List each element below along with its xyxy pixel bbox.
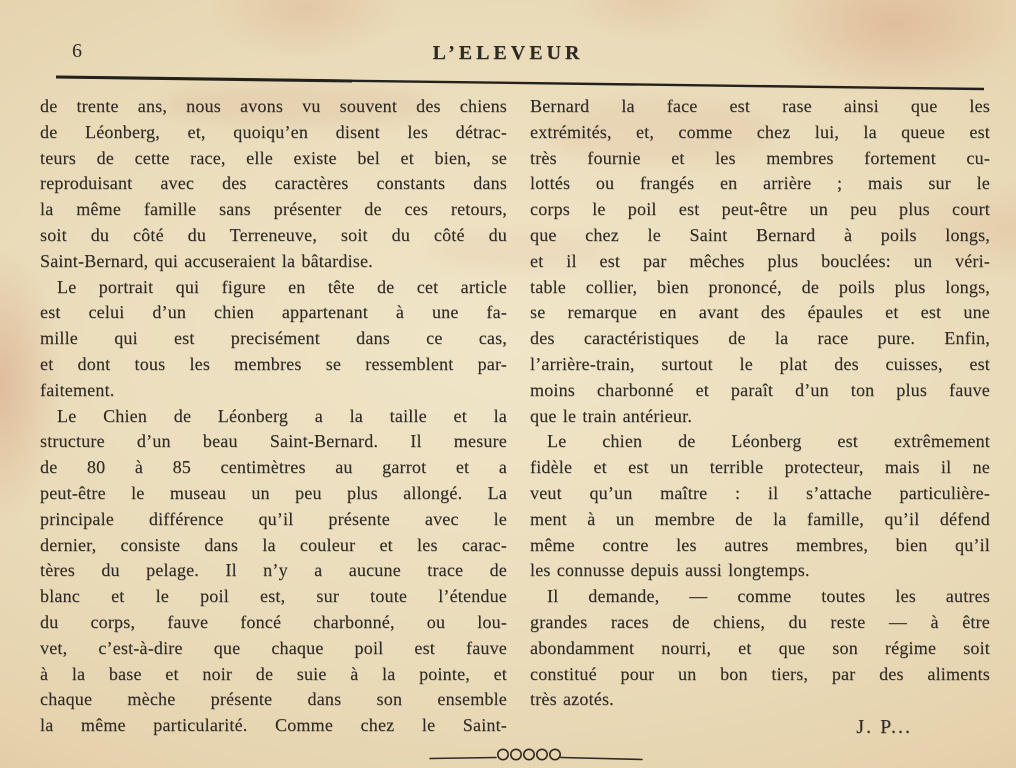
text-line: que chez le Saint Bernard à poils longs,: [530, 224, 990, 245]
text-line: ment à un membre de la famille, qu’il défend: [530, 508, 990, 529]
text-line: structure d’un beau Saint-Bernard. Il mesure: [40, 431, 507, 452]
text-line: que le train antérieur.: [530, 405, 693, 426]
text-line: grandes races de chiens, du reste — à être: [530, 611, 990, 632]
text-line: constitué pour un bon tiers, par des aliments: [530, 663, 990, 684]
text-line: reproduisant avec des caractères constants dans: [40, 173, 507, 194]
text-line: soit du côté du Terreneuve, soit du côté du: [40, 224, 507, 245]
column-left: [40, 94, 507, 739]
text-line: blanc et le poil est, sur toute l’étendue: [40, 586, 507, 607]
text-line: est celui d’un chien appartenant à une fa-: [40, 302, 507, 323]
text-line: à la base et noir de suie à la pointe, et: [40, 663, 507, 684]
header-rule: [52, 70, 988, 94]
article-body: [40, 94, 990, 739]
text-line: corps le poil est peut-être un peu plus court: [530, 199, 990, 220]
page-number: 6: [72, 40, 83, 62]
text-line: du corps, fauve foncé charbonné, ou lou-: [40, 611, 507, 632]
masthead-title: L’ELEVEUR: [432, 42, 584, 64]
text-line: même contre les autres membres, bien qu’il: [530, 534, 990, 555]
column-right: [530, 94, 990, 739]
text-line: Le chien de Léonberg est extrêmement: [547, 431, 990, 452]
text-line: de trente ans, nous avons vu souvent des chiens: [40, 96, 507, 116]
text-line: Bernard la face est rase ainsi que les: [530, 96, 990, 116]
text-line: très azotés.: [530, 689, 614, 710]
text-line: lottés ou frangés en arrière ; mais sur le: [530, 173, 990, 194]
text-line: la même particularité. Comme chez le Saint-: [40, 715, 507, 736]
end-ornament: [428, 746, 644, 766]
text-line: se remarque en avant des épaules et est une: [530, 302, 990, 323]
text-line: teurs de cette race, elle existe bel et bien, se: [40, 147, 507, 168]
text-line: table collier, bien prononcé, de poils plus longs,: [530, 276, 990, 297]
text-line: dernier, consiste dans la couleur et les carac-: [40, 534, 507, 555]
text-line: vet, c’est-à-dire que chaque poil est fauve: [40, 637, 507, 658]
text-line: Le portrait qui figure en tête de cet article: [57, 276, 507, 297]
text-line: et dont tous les membres se ressemblent par-: [40, 353, 507, 374]
text-line: veut qu’un maître : il s’attache particulière-: [530, 482, 990, 503]
text-line: de 80 à 85 centimètres au garrot et a: [40, 457, 507, 478]
text-line: extrémités, et, comme chez lui, la queue est: [530, 121, 990, 142]
text-line: chaque mèche présente dans son ensemble: [40, 689, 507, 710]
text-line: peut-être le museau un peu plus allongé. La: [40, 482, 507, 503]
text-line: Le Chien de Léonberg a la taille et la: [57, 405, 507, 426]
text-line: faitement.: [40, 379, 115, 400]
text-line: l’arrière-train, surtout le plat des cuisses, est: [530, 353, 990, 374]
text-line: fidèle et est un terrible protecteur, mais il ne: [530, 457, 990, 478]
text-line: Il demande, — comme toutes les autres: [547, 586, 990, 607]
text-line: et il est par mêches plus bouclées: un véri-: [530, 250, 990, 271]
text-line: les connusse depuis aussi longtemps.: [530, 560, 810, 581]
text-line: principale différence qu’il présente avec le: [40, 508, 507, 529]
text-line: des caractéristiques de la race pure. Enfin,: [530, 328, 990, 349]
text-line: abondamment nourri, et que son régime soit: [530, 637, 990, 658]
text-line: Saint-Bernard, qui accuseraient la bâtardise.: [40, 250, 373, 271]
author-signature: J. P...: [856, 716, 912, 738]
text-line: très fournie et les membres fortement cu-: [530, 147, 990, 168]
text-line: tères du pelage. Il n’y a aucune trace de: [40, 560, 507, 581]
text-line: de Léonberg, et, quoiqu’en disent les détrac-: [40, 121, 507, 142]
text-line: mille qui est precisément dans ce cas,: [40, 328, 507, 349]
text-line: la même famille sans présenter de ces retours,: [40, 199, 507, 220]
text-line: moins charbonné et paraît d’un ton plus fauve: [530, 379, 990, 400]
